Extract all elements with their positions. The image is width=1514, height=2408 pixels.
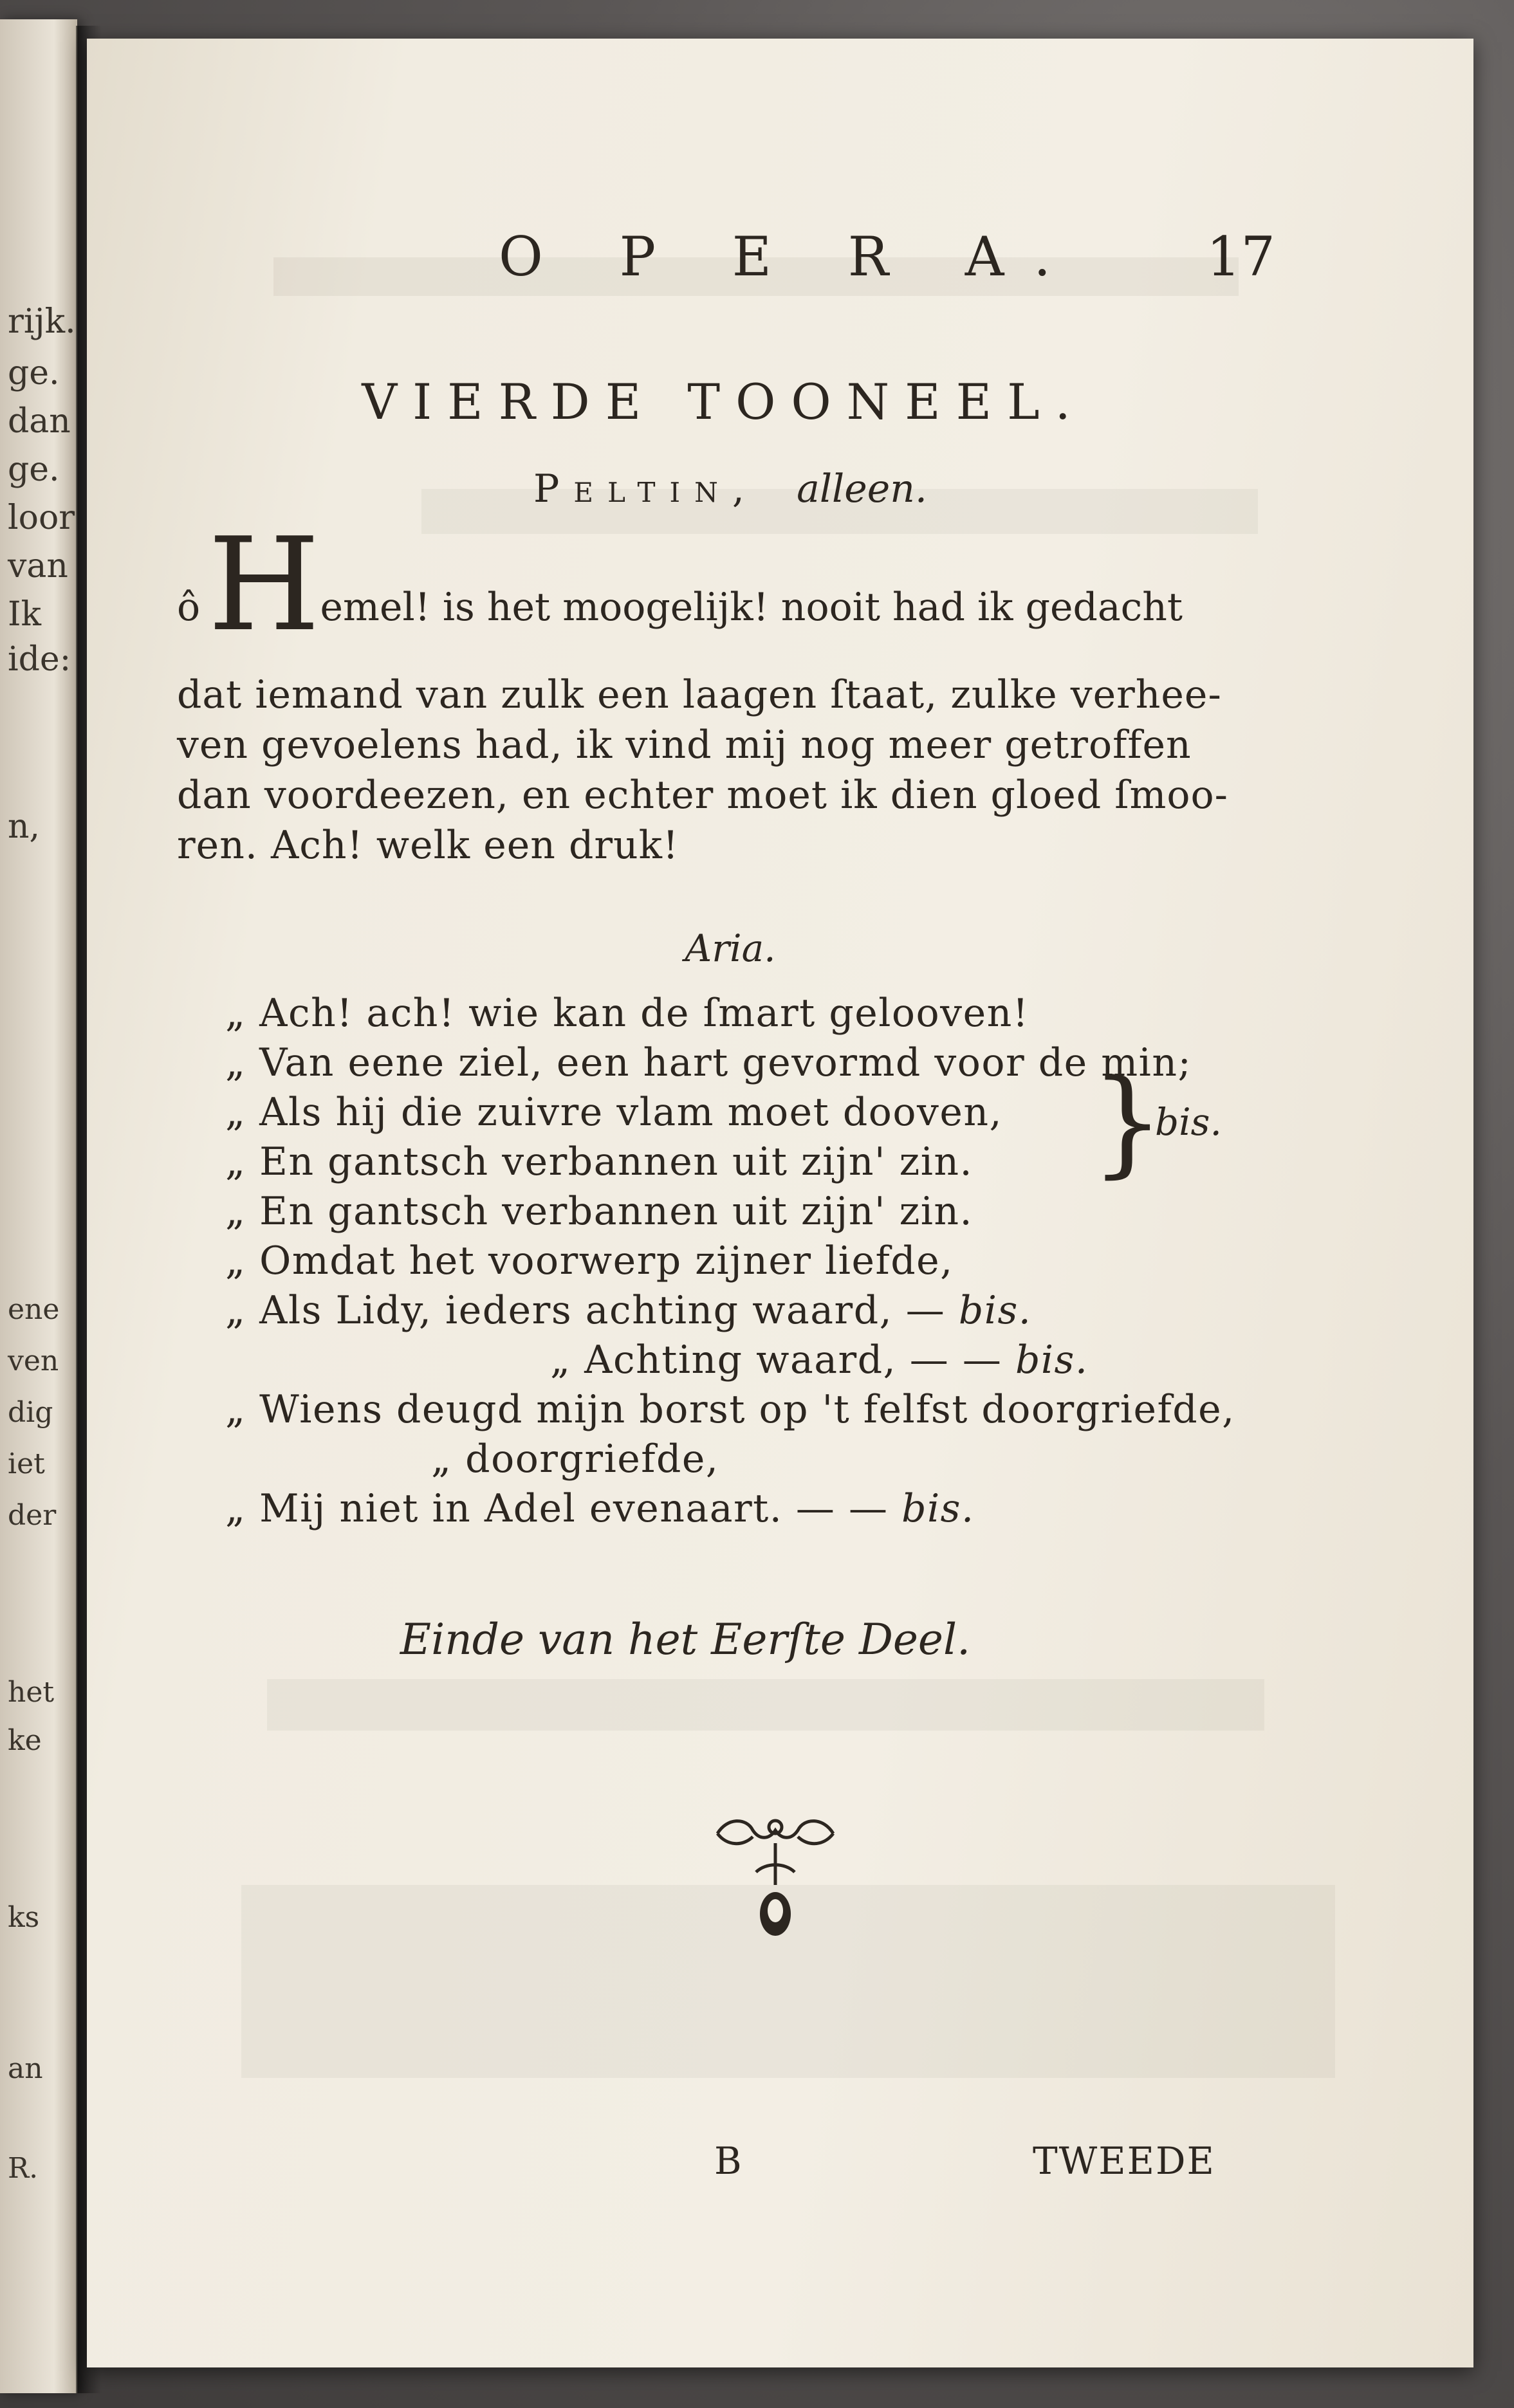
speaker-name: Peltin, (533, 466, 759, 511)
book-page (87, 39, 1473, 2367)
end-note: Einde van het Eerſte Deel. (400, 1615, 971, 1664)
aria-line-text: „ Omdat het voorwerp zijner liefde, (225, 1238, 954, 1283)
running-head: O P E R A. (499, 225, 1081, 288)
fragment: Ik (8, 595, 42, 634)
fragment: ks (8, 1901, 40, 1934)
aria-line (225, 1288, 1031, 1333)
fragment: ide: (8, 640, 71, 679)
catchword: TWEEDE (1033, 2139, 1215, 2183)
fragment: van (8, 547, 68, 585)
fragment: ven (8, 1345, 59, 1377)
aria-line (225, 1387, 1235, 1432)
fragment: ke (8, 1724, 42, 1757)
prose-first-line (177, 510, 1183, 660)
brace-bis-label: bis. (1155, 1100, 1222, 1144)
aria-line (550, 1337, 1088, 1383)
aria-line (225, 991, 1029, 1036)
fragment: n, (8, 807, 41, 846)
prose-line: dan voordeezen, en echter moet ik dien gloed ſmoo- (177, 773, 1228, 818)
aria-line (225, 1486, 975, 1531)
speaker-line (87, 466, 1374, 511)
aria-line-text: „ Ach! ach! wie kan de ſmart gelooven! (225, 991, 1029, 1036)
fragment: iet (8, 1448, 45, 1480)
bis-label: bis. (901, 1486, 975, 1531)
aria-line (225, 1139, 973, 1184)
fragment: het (8, 1676, 55, 1709)
fragment: dan (8, 402, 71, 441)
aria-line (225, 1238, 954, 1283)
fragment: dig (8, 1396, 53, 1429)
aria-line-text: „ Wiens deugd mijn borst op 't felfst doorgriefde, (225, 1387, 1235, 1432)
aria-line-text: „ Als Lidy, ieders achting waard, — (225, 1288, 946, 1333)
printers-ornament-icon (705, 1801, 846, 1956)
aria-line (431, 1437, 719, 1482)
prose-line: ren. Ach! welk een druk! (177, 823, 679, 868)
aria-line-text: „ doorgriefde, (431, 1437, 719, 1482)
aria-line-text: „ Mij niet in Adel evenaart. — — (225, 1486, 889, 1531)
aria-line (225, 1040, 1192, 1085)
aria-line (225, 1090, 1002, 1135)
bis-label: bis. (958, 1288, 1032, 1333)
prose-line: ven gevoelens had, ik vind mij nog meer getroffen (177, 722, 1192, 767)
prose-prefix: ô (177, 585, 201, 630)
aria-heading: Aria. (685, 926, 776, 970)
aria-line-text: „ Van eene ziel, een hart gevormd voor de min; (225, 1040, 1192, 1085)
signature-mark: B (714, 2139, 742, 2183)
fragment: rijk. (8, 302, 76, 341)
fragment: ene (8, 1293, 60, 1326)
prose-first-line-text: emel! is het moogelijk! nooit had ik gedacht (320, 585, 1183, 630)
aria-line-text: „ En gantsch verbannen uit zijn' zin. (225, 1189, 974, 1234)
aria-line-text: „ En gantsch verbannen uit zijn' zin. (225, 1139, 974, 1184)
scene-title: VIERDE TOONEEL. (362, 373, 1086, 430)
show-through (267, 1679, 1264, 1731)
stage-direction: alleen. (797, 466, 927, 511)
aria-line-text: „ Als hij die zuivre vlam moet dooven, (225, 1090, 1003, 1135)
aria-line (225, 1189, 973, 1234)
fragment: loor (8, 499, 75, 537)
fragment: an (8, 2052, 43, 2085)
brace-icon: } (1091, 1055, 1165, 1190)
fragment: ge. (8, 354, 60, 392)
bis-label: bis. (1015, 1337, 1089, 1383)
fragment: der (8, 1499, 57, 1532)
page-number: 17 (1206, 225, 1275, 288)
prose-line: dat iemand van zulk een laagen ſtaat, zulke verhee- (177, 672, 1222, 717)
drop-cap: H (208, 510, 320, 660)
fragment: R. (8, 2152, 39, 2185)
aria-line-text: „ Achting waard, — — (550, 1337, 1002, 1383)
fragment: ge. (8, 450, 60, 489)
facing-page-edge (0, 19, 77, 2393)
